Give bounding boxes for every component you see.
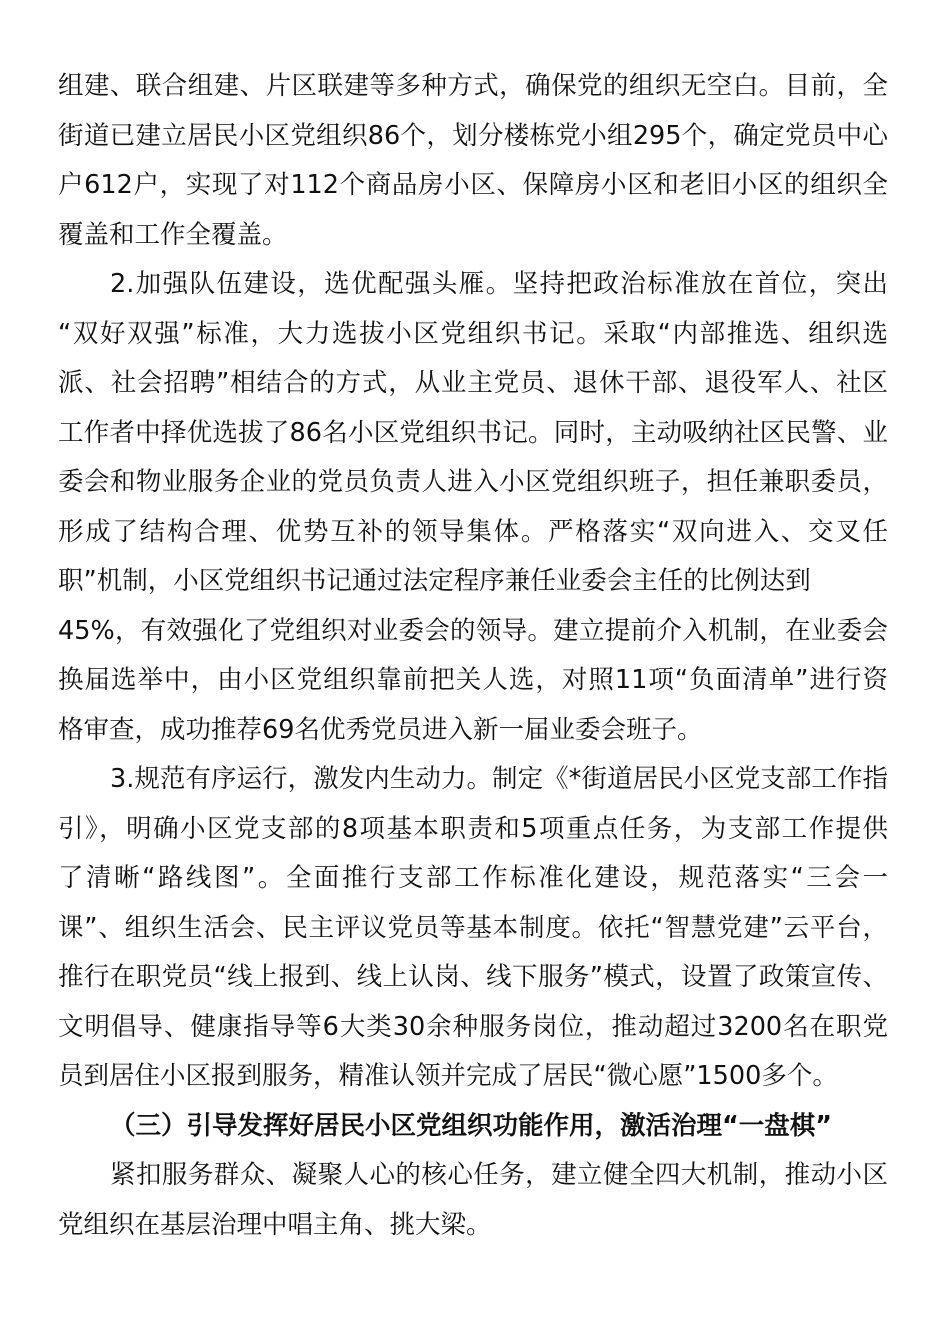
text-line: 45%，有效强化了党组织对业委会的领导。建立提前介入机制，在业委会	[58, 615, 888, 646]
text-line: 引》，明确小区党支部的8项基本职责和5项重点任务，为支部工作提供	[58, 813, 888, 844]
text-line: 文明倡导、健康指导等6大类30余种服务岗位，推动超过3200名在职党	[58, 1011, 888, 1042]
text-line: 课”、组织生活会、民主评议党员等基本制度。依托“智慧党建”云平台，	[58, 912, 888, 943]
text-line: 党组织在基层治理中唱主角、挑大梁。	[58, 1209, 492, 1240]
paragraph-start-line: 紧扣服务群众、凝聚人心的核心任务，建立健全四大机制，推动小区	[110, 1160, 888, 1190]
text-line: 街道已建立居民小区党组织86个，划分楼栋党小组295个，确定党员中心	[58, 120, 888, 151]
text-line: 换届选举中，由小区党组织靠前把关人选，对照11项“负面清单”进行资	[58, 665, 888, 695]
text-line: 工作者中择优选拔了86名小区党组织书记。同时，主动吸纳社区民警、业	[58, 417, 888, 448]
section-heading: （三）引导发挥好居民小区党组织功能作用，激活治理“一盘棋”	[110, 1110, 833, 1141]
text-line: 委会和物业服务企业的党员负责人进入小区党组织班子，担任兼职委员，	[58, 467, 888, 497]
text-line: 推行在职党员“线上报到、线上认岗、线下服务”模式，设置了政策宣传、	[58, 962, 888, 992]
text-line: 派、社会招聘”相结合的方式，从业主党员、退休干部、退役军人、社区	[58, 368, 888, 398]
paragraph-start-line: 2.加强队伍建设，选优配强头雁。坚持把政治标准放在首位，突出	[110, 269, 888, 299]
paragraph-start-line: 3.规范有序运行，激发内生动力。制定《*街道居民小区党支部工作指	[110, 764, 888, 794]
text-line: 了清晰“路线图”。全面推行支部工作标准化建设，规范落实“三会一	[58, 863, 888, 893]
text-line: 格审查，成功推荐69名优秀党员进入新一届业委会班子。	[58, 714, 703, 745]
text-line: 员到居住小区报到服务，精准认领并完成了居民“微心愿”1500多个。	[58, 1061, 838, 1091]
text-line: 覆盖和工作全覆盖。	[58, 219, 288, 250]
text-line: 形成了结构合理、优势互补的领导集体。严格落实“双向进入、交叉任	[58, 516, 888, 547]
text-line: “双好双强”标准，大力选拔小区党组织书记。采取“内部推选、组织选	[58, 318, 888, 349]
text-line: 职”机制，小区党组织书记通过法定程序兼任业委会主任的比例达到	[58, 566, 811, 596]
text-line: 户612户，实现了对112个商品房小区、保障房小区和老旧小区的组织全	[58, 170, 888, 200]
text-line: 组建、联合组建、片区联建等多种方式，确保党的组织无空白。目前，全	[58, 71, 888, 101]
